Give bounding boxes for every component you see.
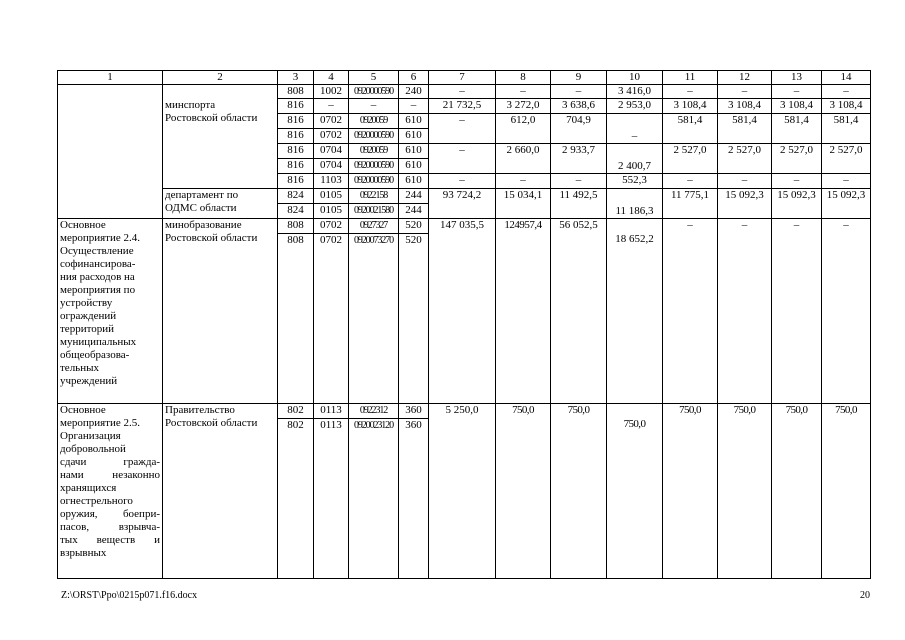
cell-total: 93 724,2	[429, 189, 496, 219]
cell-year: –	[772, 219, 822, 404]
cell-year: –	[822, 85, 871, 99]
cell-section: 0704	[314, 144, 349, 159]
cell-section: 0702	[314, 129, 349, 144]
cell-section: –	[314, 99, 349, 114]
cell-year: 56 052,5	[551, 219, 607, 404]
cell-year: 552,3	[607, 174, 663, 189]
desc-line: мероприятия по	[60, 284, 136, 296]
desc-line: добровольной	[60, 443, 126, 455]
cell-year: –	[663, 174, 718, 189]
cell-year: 15 092,3	[772, 189, 822, 219]
cell-target: 0920073270	[349, 234, 399, 404]
desc-line: Основное	[60, 404, 106, 416]
table-row	[58, 404, 871, 419]
header-cell: 10	[607, 71, 663, 85]
cell-type: 244	[399, 189, 429, 204]
cell-year: 3 638,6	[551, 99, 607, 114]
cell-ministry: 802	[278, 404, 314, 419]
cell-target: 0920059	[349, 114, 399, 129]
cell-year: –	[772, 85, 822, 99]
cell-year: 2 933,7	[551, 144, 607, 174]
cell-ministry: 808	[278, 219, 314, 234]
cell-year: 11 775,1	[663, 189, 718, 219]
desc-line: сдачи граждa-	[60, 456, 160, 468]
cell-ministry: 816	[278, 99, 314, 114]
cell-target: 0927327	[349, 219, 399, 234]
cell-year: 11 492,5	[551, 189, 607, 219]
cell-year: 581,4	[663, 114, 718, 144]
cell-year: 15 092,3	[718, 189, 772, 219]
cell-ministry: 816	[278, 144, 314, 159]
cell-year: 750,0	[822, 404, 871, 579]
cell-type: 610	[399, 144, 429, 159]
cell-type: 360	[399, 404, 429, 419]
executor-cell	[163, 189, 278, 219]
cell-total: 147 035,5	[429, 219, 496, 404]
table-row	[58, 85, 871, 99]
cell-type: 244	[399, 204, 429, 219]
description-cell	[58, 404, 163, 579]
cell-total: –	[429, 174, 496, 189]
cell-type: 240	[399, 85, 429, 99]
cell-target: 0920023120	[349, 419, 399, 579]
executor-line: Правительство	[165, 404, 235, 416]
cell-total: 21 732,5	[429, 99, 496, 114]
header-cell: 1	[58, 71, 163, 85]
cell-year: –	[551, 85, 607, 99]
cell-year: 15 034,1	[496, 189, 551, 219]
executor-line: Ростовской области	[165, 232, 258, 244]
cell-type: 520	[399, 219, 429, 234]
cell-ministry: 808	[278, 234, 314, 404]
cell-year: 750,0	[496, 404, 551, 579]
cell-year: –	[551, 174, 607, 189]
desc-line: тельных	[60, 362, 99, 374]
cell-year: –	[822, 174, 871, 189]
header-cell: 14	[822, 71, 871, 85]
cell-year: 2 527,0	[822, 144, 871, 174]
desc-line: софинансирова-	[60, 258, 136, 270]
cell-section: 0702	[314, 234, 349, 404]
cell-target: –	[349, 99, 399, 114]
cell-year: 750,0	[718, 404, 772, 579]
cell-target: 0922312	[349, 404, 399, 419]
cell-year: 581,4	[718, 114, 772, 144]
header-cell: 12	[718, 71, 772, 85]
cell-type: 520	[399, 234, 429, 404]
cell-year: –	[607, 114, 663, 144]
cell-ministry: 816	[278, 174, 314, 189]
cell-year: 750,0	[551, 404, 607, 579]
cell-ministry: 808	[278, 85, 314, 99]
desc-line: учреждений	[60, 375, 118, 387]
cell-year	[607, 219, 663, 404]
cell-year: 2 953,0	[607, 99, 663, 114]
desc-line: оружия, боепри-	[60, 508, 160, 520]
executor-line: Ростовской области	[165, 111, 258, 124]
executor-line: департамент по	[165, 189, 239, 201]
cell-section: 0702	[314, 219, 349, 234]
header-cell: 11	[663, 71, 718, 85]
executor-cell	[163, 404, 278, 579]
cell-year: 124957,4	[496, 219, 551, 404]
header-cell: 3	[278, 71, 314, 85]
cell-year: 2 527,0	[772, 144, 822, 174]
desc-line: общеобразова-	[60, 349, 130, 361]
cell-target: 0920000590	[349, 174, 399, 189]
cell-target: 0922158	[349, 189, 399, 204]
cell-target: 0920000590	[349, 129, 399, 144]
table-row	[58, 219, 871, 234]
desc-line: взрывных	[60, 547, 107, 559]
cell-type: 610	[399, 159, 429, 174]
cell-section: 1002	[314, 85, 349, 99]
executor-cell	[163, 99, 278, 189]
executor-line: минспорта	[165, 98, 216, 111]
cell-value: 18 652,2	[615, 233, 654, 245]
cell-year: 3 272,0	[496, 99, 551, 114]
cell-year: 3 108,4	[718, 99, 772, 114]
executor-line: ОДМС области	[165, 202, 237, 214]
cell-total: –	[429, 85, 496, 99]
desc-line: огнестрельного	[60, 495, 133, 507]
cell-year: –	[718, 219, 772, 404]
table-row	[58, 99, 871, 114]
cell-type: 610	[399, 114, 429, 129]
cell-year: 2 527,0	[718, 144, 772, 174]
cell-year: 612,0	[496, 114, 551, 144]
desc-line: мероприятие 2.5.	[60, 417, 141, 429]
budget-table	[57, 70, 871, 579]
desc-line: ния расходов на	[60, 271, 135, 283]
desc-line: Осуществление	[60, 245, 134, 257]
desc-line: муниципальных	[60, 336, 137, 348]
cell-section: 0105	[314, 189, 349, 204]
cell-year: –	[496, 85, 551, 99]
cell-value: 750,0	[623, 418, 646, 430]
description-cell	[58, 85, 163, 219]
executor-line: Ростовской области	[165, 417, 258, 429]
desc-line: пасов, взрывча-	[60, 521, 160, 533]
cell-year: –	[663, 85, 718, 99]
cell-total: –	[429, 114, 496, 144]
cell-year: 2 660,0	[496, 144, 551, 174]
page-number: 20	[860, 590, 870, 601]
cell-year: 581,4	[822, 114, 871, 144]
header-cell: 5	[349, 71, 399, 85]
cell-section: 0113	[314, 404, 349, 419]
executor-line: минобразование	[165, 219, 242, 231]
header-cell: 13	[772, 71, 822, 85]
cell-type: 360	[399, 419, 429, 579]
cell-section: 0704	[314, 159, 349, 174]
cell-type: 610	[399, 129, 429, 144]
executor-cell	[163, 219, 278, 404]
table-row	[58, 189, 871, 204]
cell-section: 0105	[314, 204, 349, 219]
cell-year: –	[772, 174, 822, 189]
cell-section: 1103	[314, 174, 349, 189]
cell-target: 0920000590	[349, 159, 399, 174]
desc-line: устройству	[60, 297, 113, 309]
header-cell: 7	[429, 71, 496, 85]
header-cell: 8	[496, 71, 551, 85]
cell-target: 0920000590	[349, 85, 399, 99]
cell-year	[607, 404, 663, 579]
desc-line: мероприятие 2.4.	[60, 232, 141, 244]
header-cell: 2	[163, 71, 278, 85]
cell-target: 0920059	[349, 144, 399, 159]
cell-year: 3 108,4	[822, 99, 871, 114]
cell-year: –	[718, 174, 772, 189]
cell-year: 704,9	[551, 114, 607, 144]
cell-year: –	[496, 174, 551, 189]
desc-line: Организация	[60, 430, 121, 442]
desc-line: Основное	[60, 219, 106, 231]
desc-line: нами незаконно	[60, 469, 160, 481]
cell-ministry: 802	[278, 419, 314, 579]
cell-ministry: 816	[278, 159, 314, 174]
cell-year: –	[663, 219, 718, 404]
cell-year: 3 108,4	[772, 99, 822, 114]
desc-line: ограждений	[60, 310, 117, 322]
cell-year: –	[822, 219, 871, 404]
description-cell	[58, 219, 163, 404]
cell-type: –	[399, 99, 429, 114]
executor-cell	[163, 85, 278, 99]
file-path: Z:\ORST\Ppo\0215p071.f16.docx	[61, 590, 198, 601]
cell-year: 3 108,4	[663, 99, 718, 114]
cell-year: 581,4	[772, 114, 822, 144]
cell-year: 3 416,0	[607, 85, 663, 99]
desc-line: хранящихся	[60, 482, 117, 494]
cell-total: 5 250,0	[429, 404, 496, 579]
cell-target: 0920021580	[349, 204, 399, 219]
header-cell: 6	[399, 71, 429, 85]
cell-ministry: 824	[278, 204, 314, 219]
header-cell: 4	[314, 71, 349, 85]
cell-year: 2 400,7	[607, 144, 663, 174]
cell-section: 0113	[314, 419, 349, 579]
header-row	[58, 71, 871, 85]
desc-line: территорий	[60, 323, 115, 335]
cell-section: 0702	[314, 114, 349, 129]
cell-year: 750,0	[772, 404, 822, 579]
cell-year: 750,0	[663, 404, 718, 579]
cell-year: 2 527,0	[663, 144, 718, 174]
cell-ministry: 816	[278, 129, 314, 144]
cell-year: 15 092,3	[822, 189, 871, 219]
header-cell: 9	[551, 71, 607, 85]
cell-ministry: 824	[278, 189, 314, 204]
cell-total: –	[429, 144, 496, 174]
cell-year: 11 186,3	[607, 189, 663, 219]
cell-ministry: 816	[278, 114, 314, 129]
desc-line: тых веществ и	[60, 534, 160, 546]
cell-type: 610	[399, 174, 429, 189]
cell-year: –	[718, 85, 772, 99]
